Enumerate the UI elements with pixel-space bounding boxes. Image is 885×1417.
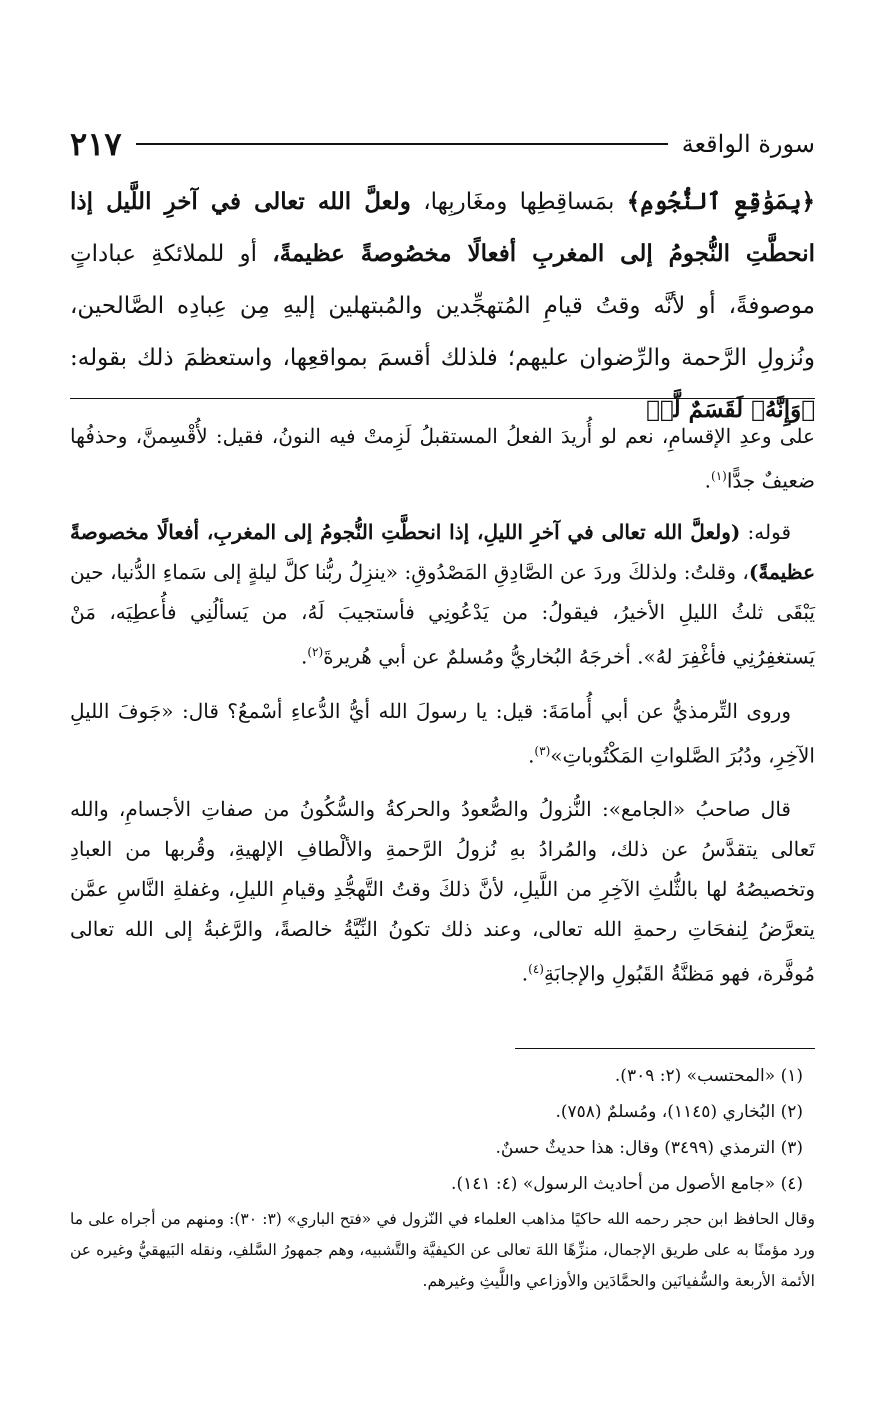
footnote-4: (٤) «جامع الأصول من أحاديث الرسول» (٤: ١٤١). [451,1174,803,1194]
paragraph-text: على وعدِ الإقسامِ، نعم لو أُريدَ الفعلُ المستقبلُ لَزِمتْ فيه النونُ، فقيل: لأُقْسِمنَّ، وحذفُها ضعيفٌ جدًّا [70,424,815,493]
footnote-2: (٢) البُخاري (١١٤٥)، ومُسلمٌ (٧٥٨). [555,1102,803,1122]
period: . [300,644,308,669]
quran-verse: ﴿وَإِنَّهُۥ لَقَسَمٌ لَّوۡ [646,396,815,423]
page-number: ٢١٧ [70,125,122,163]
main-text [70,176,815,436]
commentary-text: بمَساقِطِها ومغَاربِها، [410,189,627,215]
surah-name: سورة الواقعة [681,130,815,158]
period: . [704,468,712,493]
quran-verse: ﴿بِمَوَٰقِعِ ٱلنُّجُومِ﴾ [626,188,815,215]
period: . [521,961,529,986]
main-paragraph [70,176,815,436]
page-header [70,122,815,166]
footnote-ref: (٤) [528,962,544,977]
header-rule [136,143,668,145]
period: . [528,743,535,768]
gloss-text [70,512,815,1008]
gloss-paragraph [70,789,815,994]
section-divider [70,398,815,399]
commentary-text: أو للملائكةِ عباداتٍ موصوفةً، أو لأنَّه وقتُ قيامِ المُتهجِّدين والمُبتهلين إليهِ مِن عِبادِه الصَّالحين، ونُزولِ الرَّحمة والرِّضوان عليهم؛ فلذلك أقسمَ بمواقعِها، واستعظمَ ذلك بقوله: [70,241,815,371]
paragraph-text: ، وقلتُ: ولذلكَ وردَ عن الصَّادِقِ المَصْدُوقِ: «ينزِلُ ربُّنا كلَّ ليلةٍ إلى سَماءِ الدُّنيا، حين يَبْقَى ثلثُ الليلِ الأخيرُ، فيقولُ: من يَدْعُونِي فأستجيبَ لَهُ، من يَسألُنِي فأُعطِيَه، مَنْ يَستغفِرُنِي فأغْفِرَ لهُ». أخرجَهُ البُخاريُّ ومُسلمٌ عن أبي هُريرةَ [70,560,815,669]
gloss-paragraph [70,691,815,776]
footnote-1: (١) «المحتسب» (٢: ٣٠٩). [614,1066,803,1086]
paragraph-text: قال صاحبُ «الجامع»: النُّزولُ والصُّعودُ والحركةُ والسُّكُونُ من صفاتِ الأجسامِ، والله تَعالى يتقدَّسُ عن ذلك، والمُرادُ بهِ نُزولُ الرَّحمةِ والألْطافِ الإلهيةِ، وقُربها من العبادِ وتخصيصُهُ لها بالثُّلثِ الآخِرِ من اللَّيلِ، لأنَّ ذلكَ وقتُ التَّهجُّدِ وقيامِ الليلِ، وغفلةِ النَّاسِ عمَّن يتعرَّضُ لِنفحَاتِ رحمةِ الله تعالى، وعند ذلك تكونُ النِّيَّةُ خالصةً، والرَّغبةُ إلى الله تعالى مُوفَّرة، فهو مَظنَّةُ القَبُولِ والإجابَةِ [70,797,815,986]
footnote-divider [515,1048,815,1049]
continued-commentary [70,416,815,501]
footnote-ref: (١) [711,469,727,483]
footnote-3: (٣) الترمذي (٣٤٩٩) وقال: هذا حديثٌ حسنٌ. [495,1138,803,1158]
quoted-phrase: (ولعلَّ الله تعالى في آخرِ الليلِ، إذا انحطَّتِ النُّجومُ إلى المغربِ، أفعالًا مخصوصةً عظيمةً) [70,520,815,584]
paragraph-text: وروى التِّرمذيُّ عن أبي أُمامَةَ: قيل: يا رسولَ الله أيُّ الدُّعاءِ أسْمعُ؟ قال: «جَوفَ الليلِ الآخِرِ، ودُبُرَ الصَّلواتِ المَكْتُوباتِ» [70,698,815,768]
highlighted-commentary: ولعلَّ الله تعالى في آخرِ اللَّيل إذا انحطَّتِ النُّجومُ إلى المغربِ أفعالًا مخصُوصةً عظيمةً، [70,188,815,267]
footnote-ref: (٣) [534,743,551,758]
paragraph-text: قوله: [740,520,792,544]
footnotes [70,1058,815,1297]
continued-paragraph [70,416,815,501]
footnote-ref: (٢) [307,645,324,659]
gloss-paragraph [70,512,815,677]
footnote-note: وقال الحافظ ابن حجر رحمه الله حاكيًا مذاهب العلماء في النّزول في «فتح الباري» (٣: ٣٠): ومنهم من أجراه على ما ورد مؤمنًا به على طريق الإجمال، منزِّهًا اللهَ تعالى عن الكيفيَّة والتَّشبيه، وهم جمهورُ السَّلفِ، ونقله البَيهقيُّ وغيره عن الأئمة الأربعة والسُّفيانَين والحمَّادَين والأوزاعي واللَّيثِ وغيرهم. [70,1210,816,1290]
